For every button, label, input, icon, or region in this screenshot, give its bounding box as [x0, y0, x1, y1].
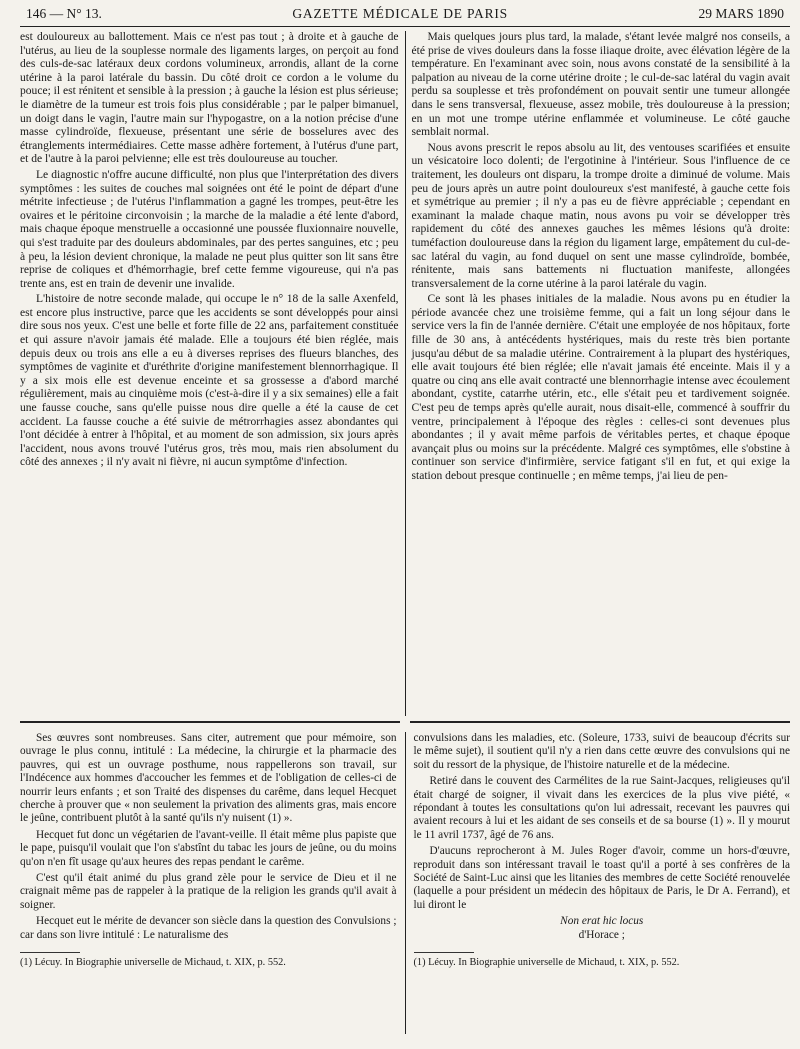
- paragraph: Mais quelques jours plus tard, la malade, s'étant levée malgré nos conseils, a été prise de vives douleurs dans la fosse iliaque droite, avec élévation légère de la température. En l'examinant avec soin, nous avons constaté de la sensibilité à la palpation au niveau de la corne utérine droite ; le cul-de-sac latéral du vagin avait perdu sa souplesse et très profondément on pouvait sentir une tumeur allongée dans le sens transversal, flexueuse, assez mobile, très douloureuse à la pression; en un mot une trompe utérine enflammée et volumineuse. Le côté gauche semblait normal.: [411, 31, 790, 139]
- footnote-rule: [414, 952, 474, 953]
- footnote-rule: [20, 952, 80, 953]
- article-body: [20, 31, 790, 716]
- paragraph: D'aucuns reprocheront à M. Jules Roger d'avoir, comme un hors-d'œuvre, reproduit dans son intéressant travail le toast qu'il a porté à ses confrères de la Société de Saint-Luc ainsi que les litanies des membres de cette Société renouvelée (laquelle a pour président un médecin des hôpitaux de Paris, le Dr A. Ferrand), et lui diront le: [413, 845, 790, 911]
- footnote: (1) Lécuy. In Biographie universelle de Michaud, t. XIX, p. 552.: [413, 957, 680, 969]
- article-column-left: [20, 31, 405, 716]
- paragraph: Hecquet fut donc un végétarien de l'avant-veille. Il était même plus papiste que le pape, puisqu'il voulait que l'on s'abstînt du tabac les jours de jeûne, ou du moins qu'on n'en fît usage qu'aux heures des repas pendant le carême.: [20, 828, 397, 868]
- feuilleton-column-left: [20, 732, 405, 1034]
- verse-line: Non erat hic locus: [560, 915, 644, 928]
- paragraph: Nous avons prescrit le repos absolu au lit, des ventouses scarifiées et ensuite un vésicatoire loco dolenti; de l'ergotinine à l'intérieur. Sous l'influence de ce traitement, les douleurs ont disparu, la trompe droite a diminué de volume. Mais peu de jours après un autre point douloureux s'est manifesté, à gauche cette fois et symétrique au premier ; il n'y a pas eu de fièvre appréciable ; cependant en examinant la malade chaque matin, nous avons pu voir se développer très rapidement du côté des annexes gauches les mêmes lésions qu'à droite: tuméfaction douloureuse dans la région du ligament large, empâtement du cul-de-sac latéral du vagin, au fond duquel on sent une masse cylindroïde, bombée, rénitente, mais sans battements ni fluctuation manifeste, allongées transversalement de la corne utérine à la paroi latérale du vagin.: [411, 141, 790, 290]
- paragraph: convulsions dans les maladies, etc. (Soleure, 1733, suivi de beaucoup d'écrits sur le même sujet), il soutient qu'il n'y a rien dans cette œuvre des convulsions qui ne soit du ressort de la physique, de l'histoire naturelle et de la médecine.: [413, 732, 790, 771]
- footnote: (1) Lécuy. In Biographie universelle de Michaud, t. XIX, p. 552.: [20, 957, 286, 969]
- paragraph: Le diagnostic n'offre aucune difficulté, non plus que l'interprétation des divers symptômes : les suites de couches mal soignées ont été le point de départ d'une métrite infectieuse ; de l'utérus l'inflammation a gagné les trompes, peut-être les ovaires et le péritoine circonvoisin ; la marche de la maladie a été lente d'abord, mais chaque époque menstruelle a occasionné une poussée fluxionnaire nouvelle, qui s'est traduite par des douleurs abdominales, par des pertes sanguines, etc ; peu à peu, la lésion devient chronique, la malade ne peut plus quitter son lit sans être reprise de coliques et d'hémorrhagie, bref cette femme vigoureuse, qui n'a pas trente ans, est en train de devenir une invalide.: [20, 168, 399, 290]
- verse-line: d'Horace ;: [578, 928, 625, 941]
- header-rule: [20, 26, 790, 27]
- paragraph: Hecquet eut le mérite de devancer son siècle dans la question des Convulsions ; car dans son livre intitulé : Le naturalisme des: [20, 915, 397, 941]
- paragraph: Retiré dans le couvent des Carmélites de la rue Saint-Jacques, religieuses qu'il était chargé de soigner, il vivait dans les exercices de la plus vive piété, « répondant à toutes les consultations qu'on lui adressait, recevant les pauvres qui avaient recours à lui et les aidant de ses conseils et de sa bourse (1) ». Il y mourut le 11 avril 1737, âgé de 76 ans.: [413, 775, 790, 841]
- paragraph: C'est qu'il était animé du plus grand zèle pour le service de Dieu et il ne craignait même pas de rappeler à la pratique de la religion les grands qu'il avait à soigner.: [20, 872, 397, 911]
- issue-date: 29 MARS 1890: [698, 6, 784, 21]
- article-column-right: [406, 31, 791, 716]
- feuilleton-column-right: [406, 732, 791, 1034]
- feuilleton-separator: [20, 716, 790, 728]
- page-header: [20, 6, 790, 24]
- feuilleton: [20, 732, 790, 1034]
- paragraph: est douloureux au ballottement. Mais ce n'est pas tout ; à droite et à gauche de l'utérus, au lieu de la souplesse normale des ligaments larges, on perçoit au fond des culs-de-sac latéraux deux cordons volumineux, arrondis, allant de la corne utérine à la paroi latérale du bassin. Du côté droit ce cordon a le volume du pouce; il est rénitent et sensible à la pression ; à gauche la lésion est plus sérieuse; le diamètre de la tumeur est trois fois plus considérable ; par le palper bimanuel, un doigt dans le vagin, l'autre main sur l'hypogastre, on a la notion précise d'une masse cylindroïde, flexueuse, présentant une série de bosselures avec des étranglements intermédiaires. Cette masse adhère fortement, à l'utérus d'une part, et de l'autre à la paroi pelvienne; elle est très douloureuse au toucher.: [20, 31, 399, 166]
- paragraph: L'histoire de notre seconde malade, qui occupe le n° 18 de la salle Axenfeld, est encore plus instructive, parce que les accidents se sont développés pour ainsi dire sous nos yeux. C'est une belle et forte fille de 22 ans, parfaitement constituée et qui assure n'avoir jamais été malade. Elle a toujours été bien réglée, mais depuis deux ou trois ans elle a eu à diverses reprises des flueurs blanches, des symptômes de vaginite et d'uréthrite d'origine manifestement blennorrhagique. Il y a six mois elle est devenue enceinte et sa grossesse a d'abord marché régulièrement, mais au cinquième mois (c'est-à-dire il y a six semaines) elle a fait une fausse couche, sans qu'elle puisse nous dire quelle a été la cause de cet accident. La fausse couche a été suivie de métrorrhagies assez abondantes qui l'ont décidée à entrer à l'hôpital, et au moment de son admission, six jours après l'accident, nous avons trouvé l'utérus gros, très mou, mais rien absolument du côté des annexes ; il n'y avait ni fièvre, ni aucun symptôme d'infection.: [20, 293, 399, 469]
- paragraph: Ses œuvres sont nombreuses. Sans citer, autrement que pour mémoire, son ouvrage le plus connu, intitulé : La médecine, la chirurgie et la pharmacie des pauvres, qui est un ouvrage posthume, nous rappellerons son travail, sur l'Indécence aux hommes d'accoucher les femmes et de l'obligation de celles-ci de nourrir leurs enfants ; et son Traité des dispenses du carême, dans lequel Hecquet cherche à prouver que « non seulement la privation des aliments gras, mais encore le jeûne, contribuent plutôt à la santé qu'ils n'y nuisent (1) ».: [20, 732, 397, 825]
- page-number: 146 — N° 13.: [26, 6, 102, 21]
- paragraph: Ce sont là les phases initiales de la maladie. Nous avons pu en étudier la période avancée chez une troisième femme, qui a fait un long séjour dans le service vers la fin de l'année dernière. C'était une employée de nos hôpitaux, forte fille de 30 ans, à antécédents hystériques, mais du reste très bien portante jusqu'au début de sa maladie utérine. Contrairement à la plupart des hystériques, elle avait toujours été bien réglée; elle n'avait jamais été enceinte. Mais il y a quatre ou cinq ans elle avait contracté une blennorrhagie intense avec écoulement abondant, cystite, catarrhe utérin, etc., elle s'était peu et tardivement soignée. C'est peu de temps après qu'elle aurait, nous disait-elle, commencé à souffrir du ventre, principalement à l'époque des règles : celles-ci sont devenues plus abondantes ; il y avait même parfois de véritables pertes, et chaque époque avançait plus ou moins sur la précédente. Malgré ces symptômes, elle s'obstine à continuer son service d'infirmière, service fatigant s'il en fut, et qui exige la station debout presque continuelle ; en même temps, j'ai lieu de pen-: [411, 293, 790, 482]
- journal-title: GAZETTE MÉDICALE DE PARIS: [292, 6, 508, 21]
